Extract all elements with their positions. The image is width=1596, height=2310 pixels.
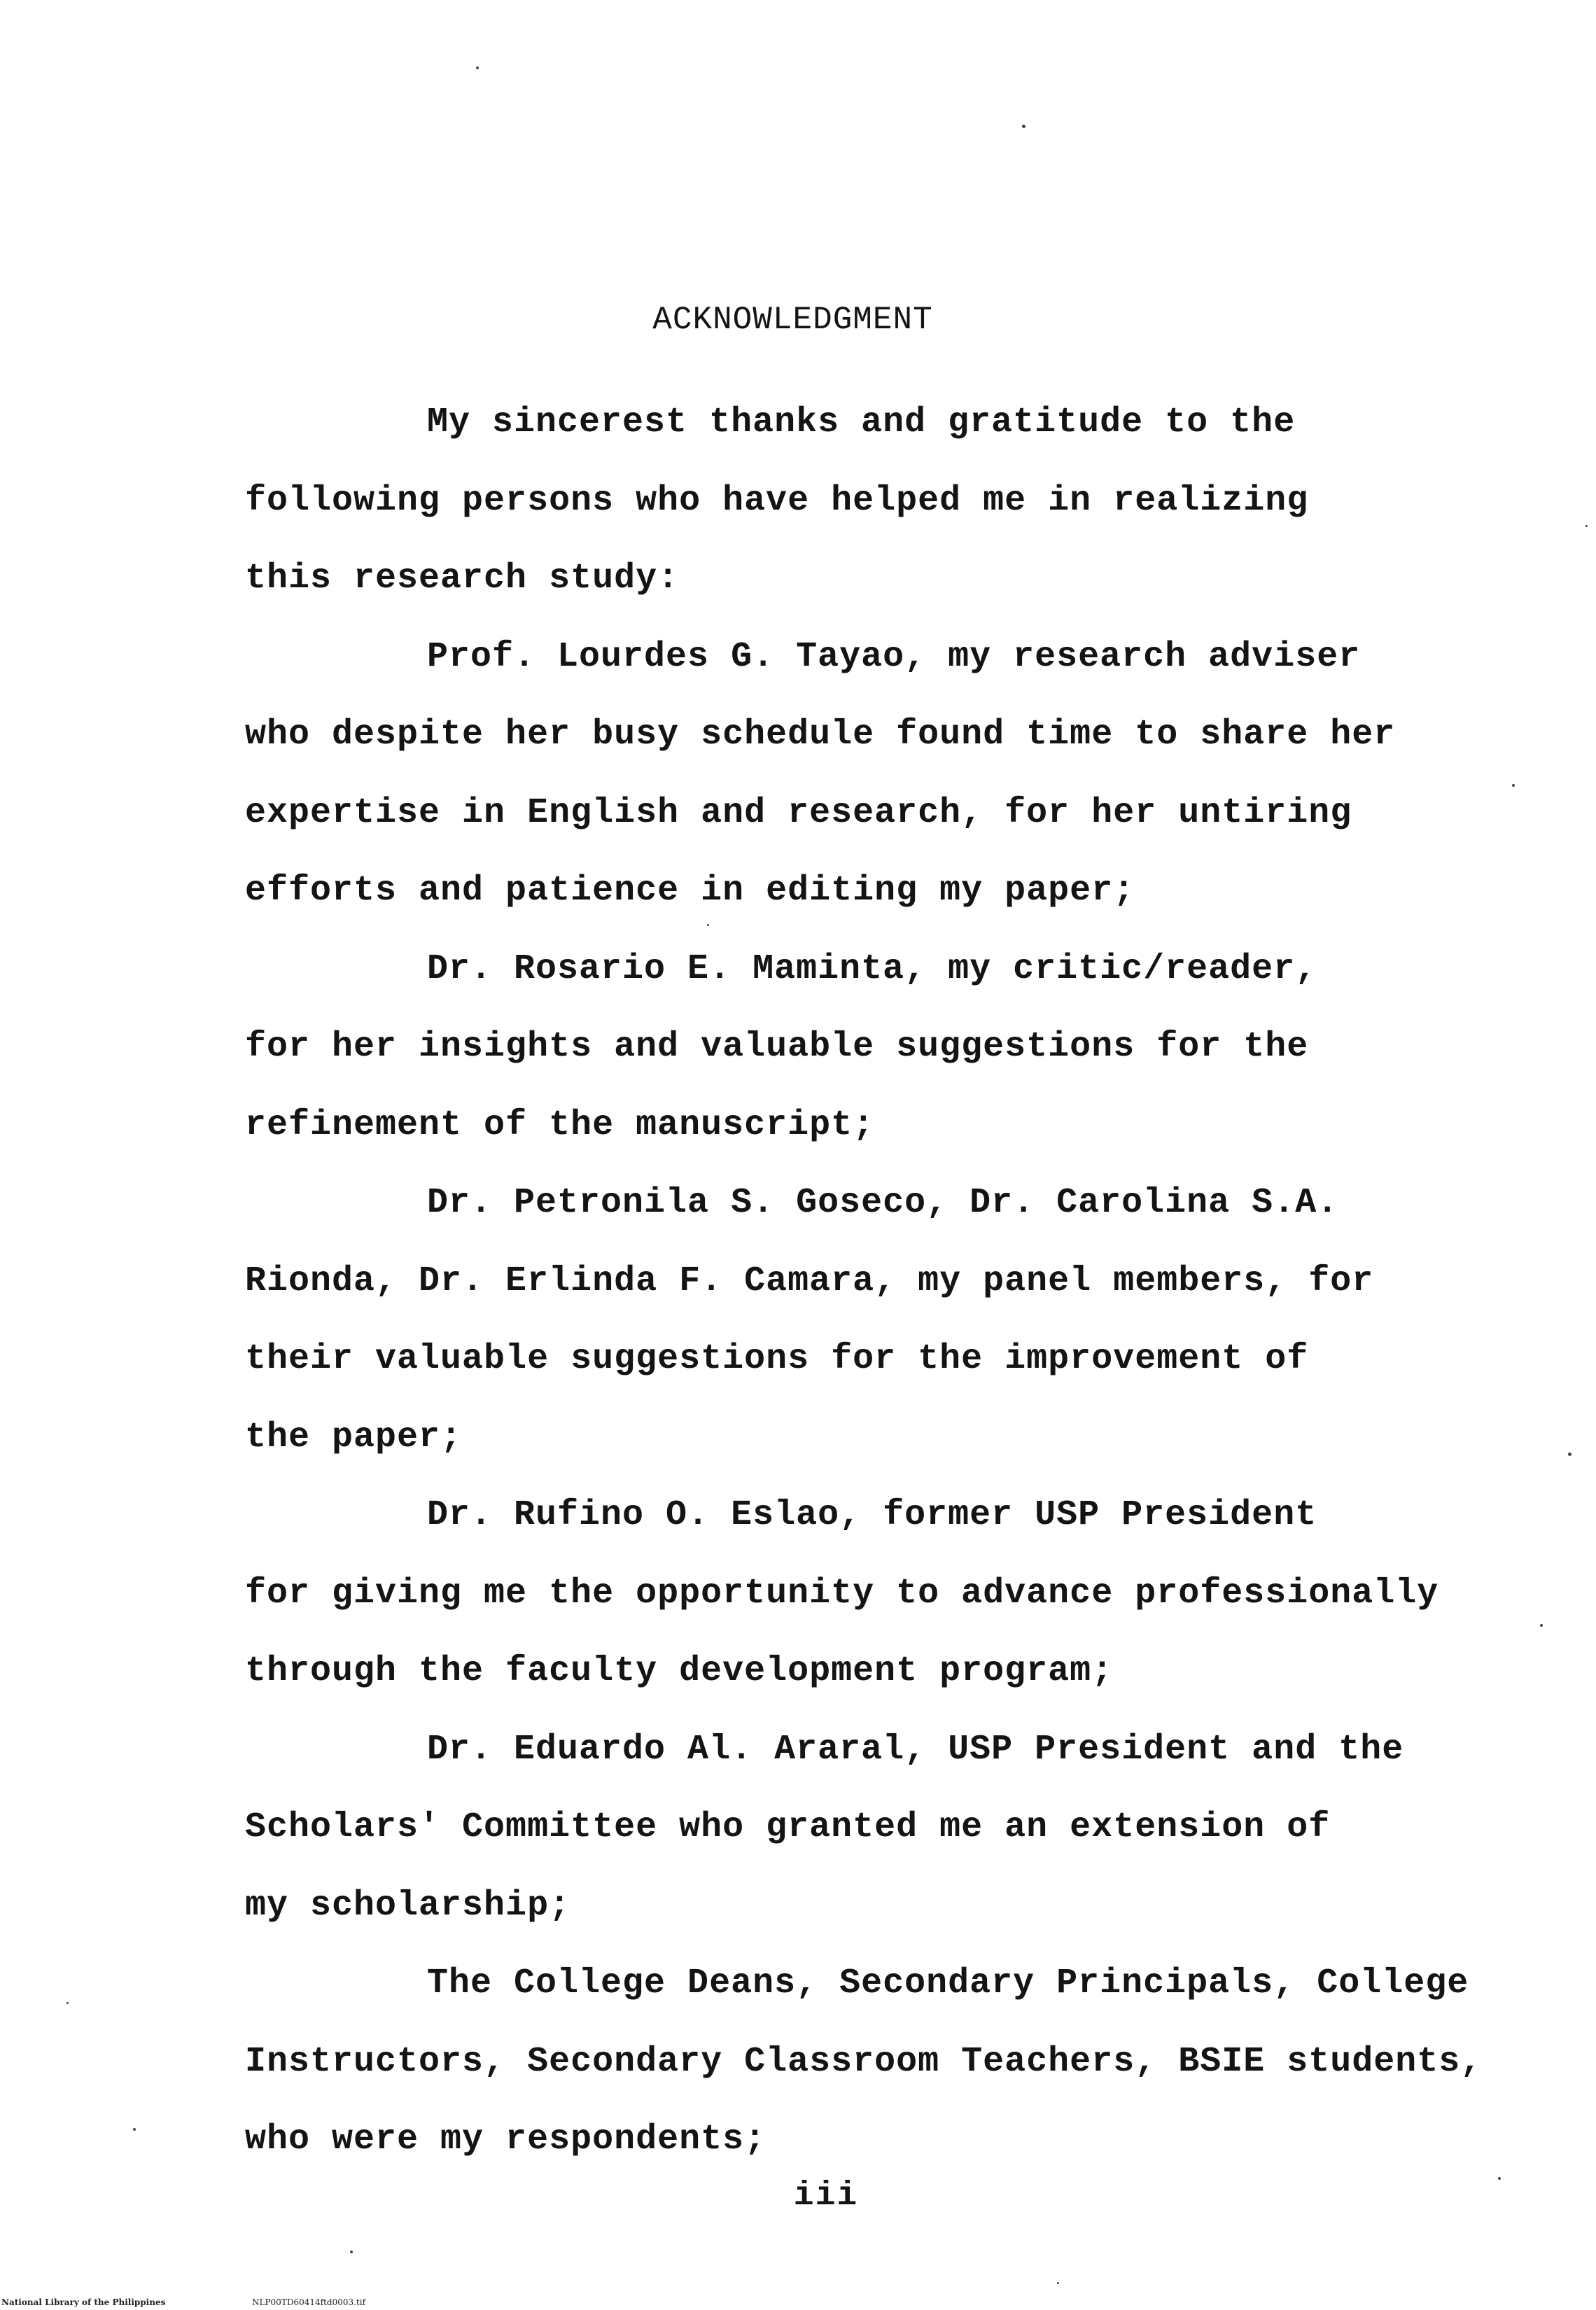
paragraph-araral [245,1711,1575,1945]
paragraph-line: for giving me the opportunity to advance professionally [245,1573,1439,1614]
scan-speck [1057,2282,1059,2284]
page-title: ACKNOWLEDGMENT [652,301,933,338]
paragraph-intro [245,384,1575,618]
paragraph-line: Scholars' Committee who granted me an extension of [245,1807,1331,1847]
paragraph-respondents [245,1945,1575,2179]
paragraph-panel-members [245,1164,1575,1476]
paragraph-line: Dr. Rufino O. Eslao, former USP President [427,1495,1317,1535]
scan-speck [1022,125,1026,128]
scan-speck [1586,525,1588,527]
paragraph-line: Rionda, Dr. Erlinda F. Camara, my panel members, for [245,1261,1374,1301]
paragraph-maminta [245,930,1575,1165]
scan-speck [707,924,709,926]
scan-speck [133,2128,136,2131]
scan-speck [1498,2177,1501,2180]
paragraph-line: their valuable suggestions for the improvement of [245,1339,1309,1379]
paragraph-line: Dr. Petronila S. Goseco, Dr. Carolina S.A. [427,1183,1339,1223]
paragraph-line: expertise in English and research, for her untiring [245,792,1352,833]
scan-speck [1568,1452,1572,1456]
footer-library-credit: National Library of the Philippines [1,2297,166,2307]
paragraph-line: this research study: [245,559,680,598]
scan-speck [1512,784,1515,787]
paragraph-line: my scholarship; [245,1885,571,1926]
paragraph-line: Dr. Rosario E. Maminta, my critic/reader, [427,948,1317,989]
paragraph-eslao [245,1476,1575,1711]
scan-speck [66,2002,69,2004]
paragraph-line: who were my respondents; [245,2120,766,2160]
paragraph-line: Dr. Eduardo Al. Araral, USP President and the [427,1729,1404,1770]
paragraph-tayao [245,618,1575,930]
paragraph-line: Prof. Lourdes G. Tayao, my research adviser [427,636,1361,677]
paragraph-line: efforts and patience in editing my paper; [245,871,1135,911]
paragraph-line: refinement of the manuscript; [245,1105,875,1145]
paragraph-line: Instructors, Secondary Classroom Teachers, BSIE students, [245,2041,1483,2082]
paragraph-line: My sincerest thanks and gratitude to the [427,402,1296,442]
scan-speck [1540,1624,1543,1627]
paragraph-line: the paper; [245,1417,463,1457]
paragraph-line: through the faculty development program; [245,1651,1114,1691]
footer-file-name: NLP00TD60414ftd0003.tif [252,2297,366,2307]
paragraph-line: for her insights and valuable suggestions for the [245,1027,1309,1067]
acknowledgment-body [245,384,1575,2179]
paragraph-line: following persons who have helped me in realizing [245,480,1309,521]
scan-speck [476,66,479,69]
page-number: iii [793,2177,859,2215]
paragraph-line: The College Deans, Secondary Principals, College [427,1963,1469,2003]
scan-speck [350,2250,353,2253]
paragraph-line: who despite her busy schedule found time to share her [245,715,1396,755]
